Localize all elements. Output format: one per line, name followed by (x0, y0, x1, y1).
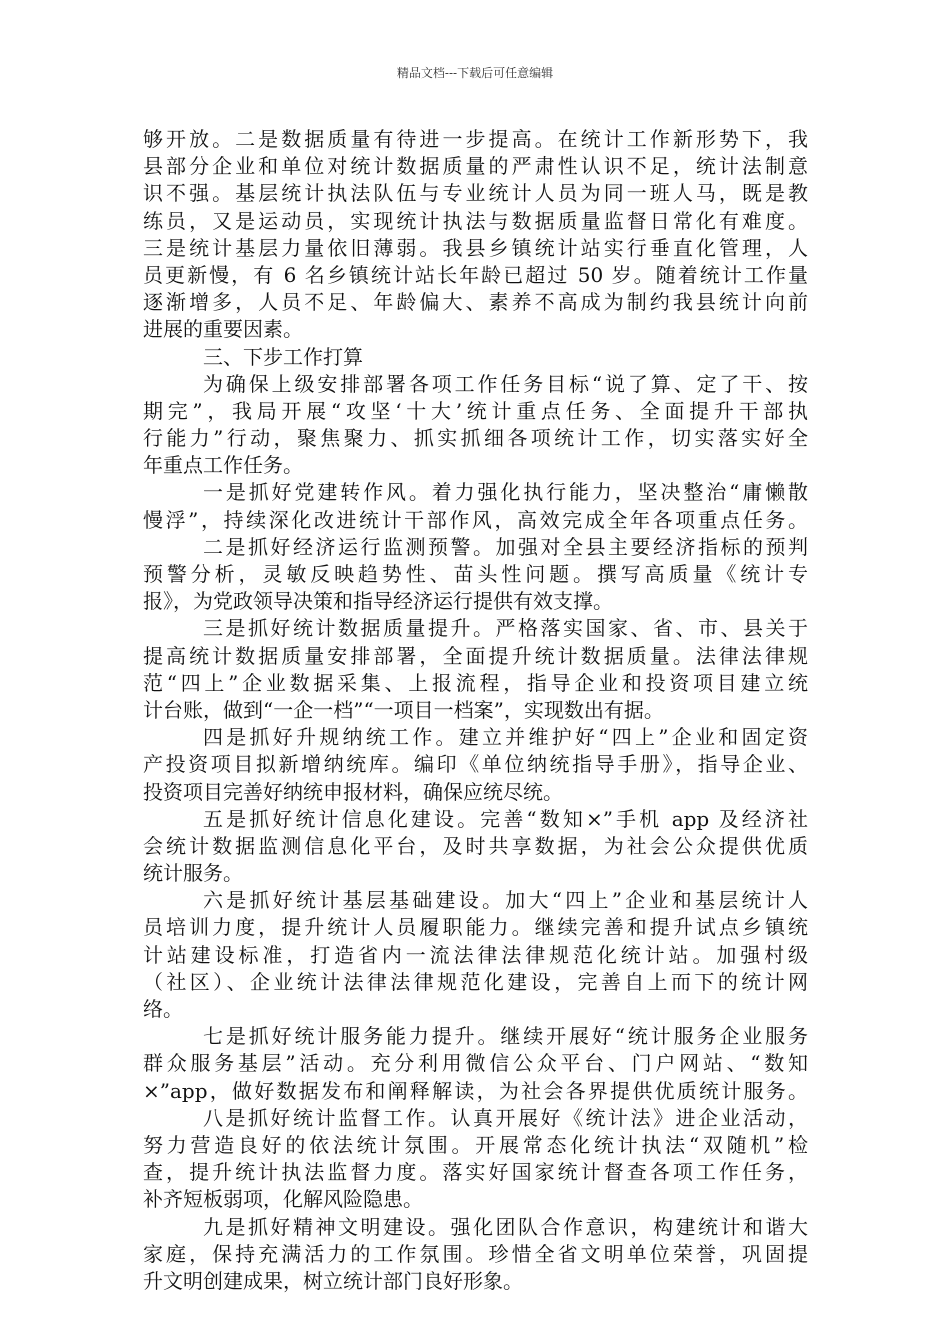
body-text-line: 三是统计基层力量依旧薄弱。我县乡镇统计站实行垂直化管理，人 (143, 235, 808, 260)
body-text-line: 期完”，我局开展“攻坚‘十大’统计重点任务、全面提升干部执 (143, 398, 808, 423)
body-text-line: 逐渐增多，人员不足、年龄偏大、素养不高成为制约我县统计向前 (143, 290, 808, 315)
body-text-line: 提高统计数据质量安排部署，全面提升统计数据质量。法律法律规 (143, 643, 808, 668)
body-text-line: 努力营造良好的依法统计氛围。开展常态化统计执法“双随机”检 (143, 1132, 808, 1157)
body-text-line: 够开放。二是数据质量有待进一步提高。在统计工作新形势下，我 (143, 127, 808, 151)
body-text-line: 进展的重要因素。 (143, 317, 303, 342)
body-text-line: 年重点工作任务。 (143, 453, 303, 478)
body-text-line: 六是抓好统计基层基础建设。加大“四上”企业和基层统计人 (203, 888, 808, 913)
body-text-line: 报》，为党政领导决策和指导经济运行提供有效支撑。 (143, 589, 613, 614)
body-text-line: 五是抓好统计信息化建设。完善“数知×”手机 app 及经济社 (203, 806, 808, 831)
body-text-line: 一是抓好党建转作风。着力强化执行能力，坚决整治“庸懒散 (203, 480, 808, 505)
body-text-line: 升文明创建成果，树立统计部门良好形象。 (143, 1268, 523, 1293)
body-text-line: 七是抓好统计服务能力提升。继续开展好“统计服务企业服务 (203, 1024, 808, 1049)
document-body (143, 126, 808, 1295)
body-text-line: 投资项目完善好纳统申报材料，确保应统尽统。 (143, 779, 563, 804)
body-text-line: 范“四上”企业数据采集、上报流程，指导企业和投资项目建立统 (143, 670, 808, 695)
body-text-line: 慢浮”，持续深化改进统计干部作风，高效完成全年各项重点任务。 (143, 507, 808, 532)
body-text-line: 员更新慢，有 6 名乡镇统计站长年龄已超过 50 岁。随着统计工作量 (143, 262, 808, 287)
body-text-line: 九是抓好精神文明建设。强化团队合作意识，构建统计和谐大 (203, 1214, 808, 1239)
body-text-line: 计台账，做到“一企一档”“一项目一档案”，实现数出有据。 (143, 697, 664, 722)
body-text-line: 预警分析，灵敏反映趋势性、苗头性问题。撰写高质量《统计专 (143, 562, 808, 586)
body-text-line: 练员，又是运动员，实现统计执法与数据质量监督日常化有难度。 (143, 208, 808, 233)
body-text-line: （社区）、企业统计法律法律规范化建设，完善自上而下的统计网 (143, 969, 808, 994)
body-text-line: 四是抓好升规纳统工作。建立并维护好“四上”企业和固定资 (203, 725, 808, 750)
body-text-line: 补齐短板弱项，化解风险隐患。 (143, 1187, 423, 1212)
body-text-line: 县部分企业和单位对统计数据质量的严肃性认识不足，统计法制意 (143, 154, 808, 179)
body-text-line: 行能力”行动，聚焦聚力、抓实抓细各项统计工作，切实落实好全 (143, 426, 808, 451)
body-text-line: 查，提升统计执法监督力度。落实好国家统计督查各项工作任务， (143, 1160, 808, 1185)
body-text-line: 为确保上级安排部署各项工作任务目标“说了算、定了干、按 (203, 371, 808, 396)
body-text-line: 员培训力度，提升统计人员履职能力。继续完善和提升试点乡镇统 (143, 915, 808, 940)
body-text-line: 统计服务。 (143, 861, 243, 886)
body-text-line: 产投资项目拟新增纳统库。编印《单位纳统指导手册》，指导企业、 (143, 752, 808, 777)
body-text-line: 群众服务基层”活动。充分利用微信公众平台、门户网站、“数知 (143, 1051, 808, 1076)
body-text-line: 络。 (143, 997, 183, 1021)
body-text-line: 三是抓好统计数据质量提升。严格落实国家、省、市、县关于 (203, 616, 808, 641)
body-text-line: 八是抓好统计监督工作。认真开展好《统计法》进企业活动， (203, 1105, 808, 1130)
body-text-line: 三、下步工作打算 (203, 344, 363, 369)
body-text-line: 识不强。基层统计执法队伍与专业统计人员为同一班人马，既是教 (143, 181, 808, 206)
page-header: 精品文档---下载后可任意编辑 (396, 66, 554, 80)
body-text-line: 会统计数据监测信息化平台，及时共享数据，为社会公众提供优质 (143, 833, 808, 858)
body-text-line: 计站建设标准，打造省内一流法律法律规范化统计站。加强村级 (143, 942, 808, 967)
body-text-line: 家庭，保持充满活力的工作氛围。珍惜全省文明单位荣誉，巩固提 (143, 1241, 808, 1266)
body-text-line: ×”app，做好数据发布和阐释解读，为社会各界提供优质统计服务。 (143, 1078, 808, 1103)
body-text-line: 二是抓好经济运行监测预警。加强对全县主要经济指标的预判 (203, 534, 808, 559)
